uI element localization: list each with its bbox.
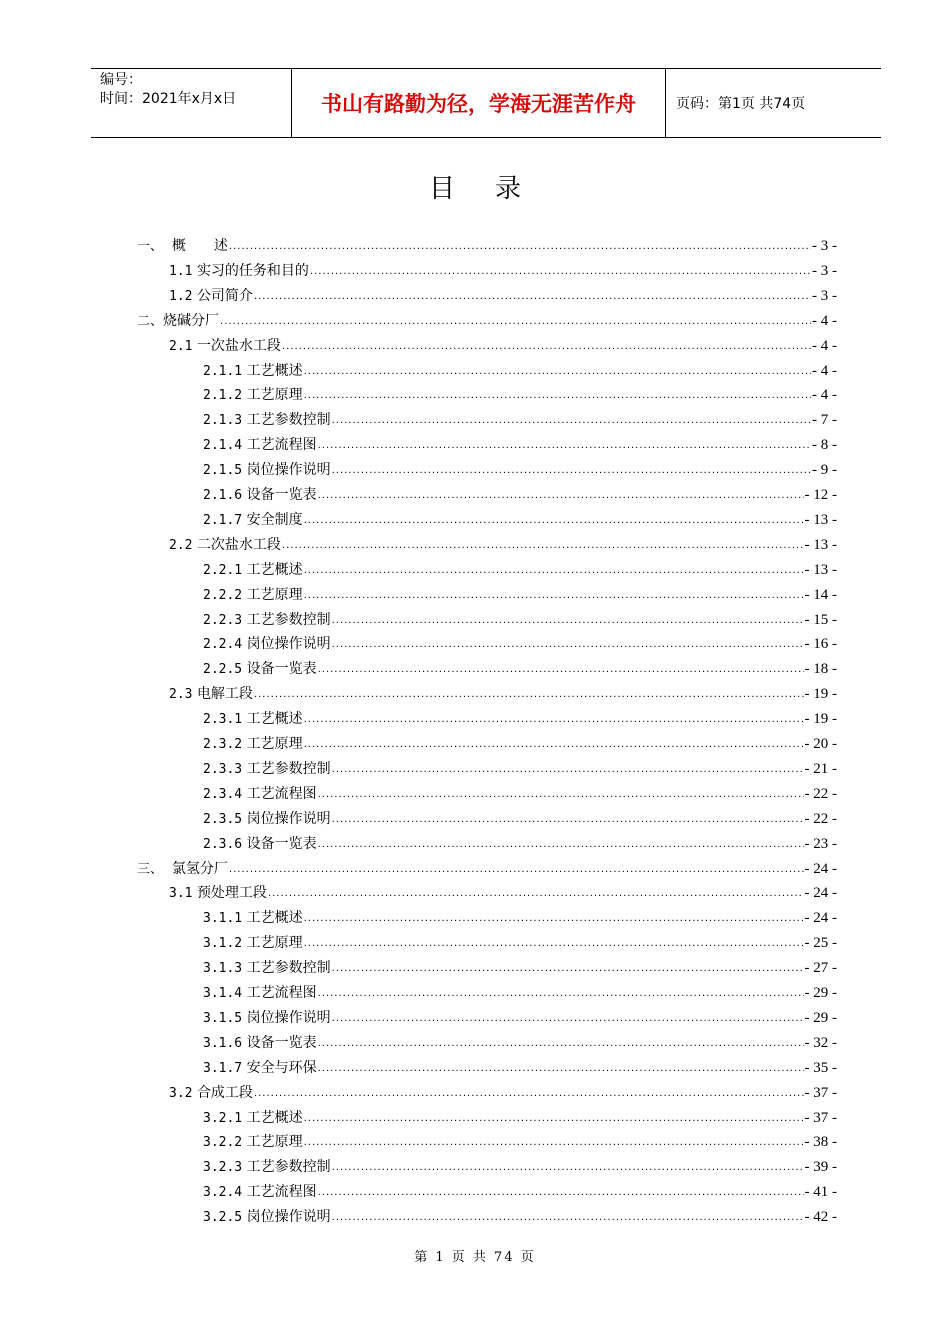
- toc-entry-text: 工艺参数控制: [246, 1159, 331, 1176]
- toc-entry-text: 公司简介: [196, 287, 253, 304]
- toc-leader-dots: [304, 1106, 804, 1131]
- toc-entry-label: [169, 284, 253, 309]
- toc-entry-number: 三、: [137, 861, 164, 877]
- toc-entry-text: 概 述: [171, 238, 228, 254]
- toc-entry-number: 1.2: [169, 288, 193, 304]
- toc-entry-number: 3.2.3: [203, 1160, 243, 1176]
- toc-entry-label: [203, 1106, 303, 1131]
- toc-entry-label: [203, 558, 303, 583]
- toc-entry-number: 2.1: [169, 338, 193, 354]
- toc-entry-page: - 19 -: [804, 711, 837, 728]
- toc-entry-number: 3.1.1: [203, 911, 243, 927]
- toc-entry-number: 3.2: [169, 1085, 193, 1101]
- toc-entry-number: 3.1.7: [203, 1060, 243, 1076]
- header-page-info: 页码：第1页 共74页: [676, 96, 806, 112]
- toc-entry-text: 岗位操作说明: [246, 1209, 331, 1226]
- toc-entry-page: - 22 -: [804, 810, 837, 827]
- toc-leader-dots: [318, 981, 804, 1006]
- toc-entry-label: [203, 707, 303, 732]
- toc-entry-page: - 19 -: [804, 686, 837, 703]
- toc-entry[interactable]: [203, 1180, 837, 1205]
- toc-leader-dots: [318, 1031, 804, 1056]
- toc-entry[interactable]: [169, 682, 837, 707]
- toc-entry-page: - 13 -: [804, 561, 837, 578]
- toc-entry[interactable]: [203, 359, 837, 384]
- toc-leader-dots: [332, 632, 804, 657]
- toc-entry-number: 2.3.2: [203, 737, 243, 752]
- toc-entry-text: 工艺参数控制: [246, 412, 331, 429]
- toc-entry-page: - 4 -: [812, 387, 837, 404]
- toc-entry[interactable]: [203, 1056, 837, 1081]
- toc-entry-page: - 13 -: [804, 511, 837, 528]
- toc-leader-dots: [304, 558, 804, 583]
- toc-entry-page: - 13 -: [804, 536, 837, 553]
- toc-entry-label: [169, 682, 253, 707]
- toc-entry-number: 2.1.2: [203, 388, 243, 404]
- toc-entry-number: 3.1: [169, 886, 193, 902]
- toc-entry-text: 工艺原理: [246, 1134, 303, 1151]
- toc-entry-label: [203, 632, 331, 657]
- toc-entry-label: [203, 732, 303, 757]
- toc-leader-dots: [254, 1081, 804, 1106]
- toc-leader-dots: [332, 807, 804, 832]
- toc-leader-dots: [304, 906, 804, 931]
- toc-entry-label: [203, 408, 331, 433]
- toc-entry-number: 2.3: [169, 687, 193, 703]
- toc-entry[interactable]: [169, 259, 837, 284]
- toc-leader-dots: [332, 956, 804, 981]
- toc-entry-page: - 37 -: [804, 1084, 837, 1101]
- toc-entry-page: - 16 -: [804, 636, 837, 653]
- toc-leader-dots: [310, 259, 811, 284]
- toc-entry[interactable]: [203, 757, 837, 782]
- toc-entry-number: 3.1.4: [203, 986, 243, 1001]
- toc-entry-label: [203, 1205, 331, 1230]
- toc-entry-page: - 29 -: [804, 1009, 837, 1026]
- toc-leader-dots: [304, 1130, 804, 1155]
- page-footer: 第 1 页 共 74 页: [414, 1250, 536, 1265]
- toc-entry-label: [203, 1155, 331, 1180]
- toc-entry-page: - 37 -: [804, 1109, 837, 1126]
- toc-entry-number: 3.1.5: [203, 1010, 243, 1026]
- toc-entry-number: 3.2.2: [203, 1135, 243, 1151]
- toc-leader-dots: [332, 757, 804, 782]
- toc-entry-text: 设备一览表: [246, 487, 317, 503]
- toc-entry[interactable]: [169, 284, 837, 309]
- toc-leader-dots: [254, 682, 804, 707]
- toc-entry-page: - 24 -: [804, 885, 837, 902]
- toc-entry-text: 实习的任务和目的: [196, 262, 309, 279]
- toc-entry-number: 2.3.3: [203, 761, 243, 777]
- toc-entry-page: - 32 -: [804, 1034, 837, 1051]
- time-label: 时间：2021年x月x日: [100, 91, 237, 107]
- toc-entry-label: [203, 981, 317, 1006]
- toc-leader-dots: [332, 1006, 804, 1031]
- toc-leader-dots: [220, 309, 811, 334]
- toc-entry[interactable]: [203, 707, 837, 732]
- toc-entry-text: 工艺概述: [246, 910, 303, 927]
- toc-entry-label: [203, 782, 317, 807]
- toc-entry-text: 岗位操作说明: [246, 810, 331, 827]
- toc-entry[interactable]: [137, 857, 837, 882]
- toc-entry[interactable]: [203, 832, 837, 857]
- page-header: [91, 68, 881, 138]
- toc-entry-label: [203, 956, 331, 981]
- toc-entry-text: 氯氢分厂: [171, 860, 228, 877]
- toc-entry-label: [203, 906, 303, 931]
- toc-entry[interactable]: [203, 508, 837, 533]
- toc-entry-page: - 4 -: [812, 337, 837, 354]
- toc-entry-label: [137, 309, 219, 334]
- toc-entry-label: [203, 1180, 317, 1205]
- toc-entry-page: - 20 -: [804, 736, 837, 752]
- toc-leader-dots: [304, 732, 804, 757]
- toc-entry-number: 3.2.5: [203, 1210, 243, 1226]
- toc-entry[interactable]: [203, 558, 837, 583]
- toc-entry[interactable]: [203, 956, 837, 981]
- toc-entry[interactable]: [203, 583, 837, 608]
- toc-entry-page: - 38 -: [804, 1134, 837, 1151]
- toc-entry-text: 工艺流程图: [246, 985, 317, 1001]
- toc-entry-label: [203, 832, 317, 857]
- toc-entry-text: 设备一览表: [246, 661, 317, 678]
- toc-entry-number: 3.1.2: [203, 936, 243, 952]
- toc-entry-page: - 4 -: [812, 362, 837, 379]
- toc-entry-page: - 35 -: [804, 1059, 837, 1076]
- toc-entry-page: - 27 -: [804, 960, 837, 977]
- toc-entry-page: - 29 -: [804, 985, 837, 1001]
- toc-entry-label: [203, 657, 317, 682]
- toc-entry-label: [169, 259, 309, 284]
- toc-entry-label: [203, 383, 303, 408]
- toc-entry-text: 岗位操作说明: [246, 1009, 331, 1026]
- toc-entry[interactable]: [203, 1155, 837, 1180]
- toc-entry-text: 一次盐水工段: [196, 337, 281, 354]
- toc-entry-number: 2.3.4: [203, 786, 243, 802]
- toc-entry-number: 3.2.1: [203, 1110, 243, 1126]
- toc-entry-number: 2.1.5: [203, 463, 243, 479]
- toc-entry-label: [203, 458, 331, 483]
- toc-entry-number: 3.1.3: [203, 961, 243, 977]
- toc-entry-text: 工艺概述: [246, 1109, 303, 1126]
- toc-entry[interactable]: [203, 433, 837, 458]
- toc-entry-number: 2.1.1: [203, 363, 243, 379]
- toc-entry[interactable]: [203, 782, 837, 807]
- toc-entry[interactable]: [203, 981, 837, 1006]
- toc-entry-text: 设备一览表: [246, 1034, 317, 1051]
- toc-entry-page: - 7 -: [812, 412, 837, 429]
- toc-entry-number: 2.3.6: [203, 836, 243, 852]
- toc-entry-text: 岗位操作说明: [246, 462, 331, 479]
- toc-entry-label: [203, 359, 303, 384]
- toc-entry-label: [203, 807, 331, 832]
- toc-entry[interactable]: [203, 483, 837, 508]
- toc-entry-page: - 24 -: [804, 860, 837, 877]
- toc-entry-page: - 12 -: [804, 487, 837, 503]
- toc-entry-number: 2.3.5: [203, 811, 243, 827]
- toc-entry[interactable]: [203, 1205, 837, 1230]
- toc-entry-page: - 8 -: [812, 437, 837, 454]
- toc-leader-dots: [268, 881, 804, 906]
- toc-entry-text: 烧碱分厂: [163, 312, 220, 329]
- toc-entry[interactable]: [169, 1081, 837, 1106]
- toc-leader-dots: [304, 359, 811, 384]
- toc-entry[interactable]: [203, 807, 837, 832]
- toc-leader-dots: [229, 234, 811, 259]
- toc-entry-label: [169, 1081, 253, 1106]
- toc-entry-text: 工艺流程图: [246, 437, 317, 454]
- toc-entry-text: 工艺原理: [246, 736, 303, 752]
- toc-entry-number: 2.2.3: [203, 612, 243, 628]
- toc-entry-label: [137, 234, 228, 259]
- toc-leader-dots: [282, 334, 811, 359]
- toc-entry[interactable]: [203, 906, 837, 931]
- toc-entry-page: - 15 -: [804, 611, 837, 628]
- toc-entry-page: - 4 -: [812, 312, 837, 329]
- toc-entry-text: 工艺原理: [246, 586, 303, 603]
- toc-entry[interactable]: [203, 732, 837, 757]
- toc-entry-text: 工艺流程图: [246, 785, 317, 802]
- toc-entry-label: [203, 757, 331, 782]
- toc-entry[interactable]: [203, 1031, 837, 1056]
- toc-leader-dots: [304, 583, 804, 608]
- toc-entry[interactable]: [137, 234, 837, 259]
- toc-entry-page: - 42 -: [804, 1209, 837, 1226]
- toc-entry-page: - 21 -: [804, 760, 837, 777]
- toc-entry[interactable]: [169, 334, 837, 359]
- toc-entry-text: 岗位操作说明: [246, 636, 331, 653]
- toc-entry-label: [169, 334, 281, 359]
- toc-entry-text: 工艺概述: [246, 561, 303, 578]
- toc-entry-number: 2.2: [169, 537, 193, 553]
- toc-entry-text: 工艺原理: [246, 935, 303, 952]
- toc-entry[interactable]: [203, 608, 837, 633]
- toc-leader-dots: [304, 707, 804, 732]
- toc-leader-dots: [229, 857, 804, 882]
- toc-entry-text: 工艺流程图: [246, 1184, 317, 1201]
- toc-entry-label: [169, 533, 281, 558]
- toc-entry-number: 一、: [137, 239, 164, 254]
- toc-leader-dots: [318, 782, 804, 807]
- toc-entry[interactable]: [203, 383, 837, 408]
- toc-leader-dots: [332, 1155, 804, 1180]
- toc-entry-label: [203, 1130, 303, 1155]
- toc-entry-label: [203, 1031, 317, 1056]
- toc-entry[interactable]: [169, 533, 837, 558]
- toc-entry-page: - 39 -: [804, 1159, 837, 1176]
- toc-entry-text: 工艺原理: [246, 387, 303, 404]
- toc-entry-text: 工艺概述: [246, 362, 303, 379]
- toc-leader-dots: [304, 508, 804, 533]
- toc-entry-number: 二、: [137, 313, 164, 329]
- toc-entry-label: [203, 508, 303, 533]
- toc-entry-label: [203, 433, 317, 458]
- toc-entry-label: [203, 931, 303, 956]
- toc-entry-label: [137, 857, 228, 882]
- toc-entry-page: - 23 -: [804, 835, 837, 852]
- toc-entry[interactable]: [137, 309, 837, 334]
- toc-entry[interactable]: [203, 408, 837, 433]
- toc-entry-number: 2.1.4: [203, 438, 243, 454]
- toc-leader-dots: [332, 1205, 804, 1230]
- toc-entry-page: - 9 -: [812, 462, 837, 479]
- toc-entry-page: - 3 -: [812, 262, 837, 279]
- toc-entry-number: 2.1.7: [203, 512, 243, 528]
- toc-leader-dots: [282, 533, 804, 558]
- toc-entry-number: 2.3.1: [203, 712, 243, 728]
- toc-entry-page: - 18 -: [804, 661, 837, 678]
- toc-entry-text: 合成工段: [196, 1084, 253, 1101]
- toc-leader-dots: [318, 832, 804, 857]
- toc-entry-number: 1.1: [169, 263, 193, 279]
- toc-entry-page: - 24 -: [804, 910, 837, 927]
- toc-entry-page: - 25 -: [804, 935, 837, 952]
- toc-entry[interactable]: [203, 632, 837, 657]
- toc-entry-page: - 3 -: [812, 287, 837, 304]
- toc-leader-dots: [318, 657, 804, 682]
- toc-entry-label: [203, 1006, 331, 1031]
- toc-entry[interactable]: [203, 1130, 837, 1155]
- toc-entry-label: [203, 483, 317, 508]
- toc-leader-dots: [318, 1056, 804, 1081]
- toc-entry-label: [203, 608, 331, 633]
- toc-entry-number: 2.1.6: [203, 488, 243, 503]
- toc-entry-number: 2.1.3: [203, 413, 243, 429]
- toc-entry-page: - 41 -: [804, 1184, 837, 1201]
- number-label: 编号：: [100, 72, 142, 88]
- toc-leader-dots: [318, 433, 811, 458]
- toc-entry-text: 电解工段: [196, 686, 253, 703]
- header-motto: 书山有路勤为径，学海无涯苦作舟: [292, 69, 666, 137]
- toc-entry-text: 安全与环保: [246, 1059, 317, 1076]
- toc-entry-page: - 3 -: [812, 238, 837, 254]
- toc-leader-dots: [332, 608, 804, 633]
- toc-entry-text: 工艺参数控制: [246, 611, 331, 628]
- toc-entry-text: 预处理工段: [196, 885, 267, 902]
- toc-entry-label: [203, 583, 303, 608]
- toc-entry[interactable]: [203, 931, 837, 956]
- header-meta: [91, 69, 292, 137]
- toc-entry-text: 安全制度: [246, 511, 303, 528]
- toc-entry-text: 工艺参数控制: [246, 760, 331, 777]
- toc-leader-dots: [332, 408, 811, 433]
- toc-entry-text: 工艺参数控制: [246, 960, 331, 977]
- toc-entry[interactable]: [203, 1106, 837, 1131]
- toc-entry-number: 3.2.4: [203, 1185, 243, 1201]
- toc-entry-page: - 22 -: [804, 785, 837, 802]
- toc-entry-text: 工艺概述: [246, 711, 303, 728]
- toc-entry[interactable]: [203, 657, 837, 682]
- toc-entry-label: [169, 881, 267, 906]
- toc-entry-label: [203, 1056, 317, 1081]
- toc-leader-dots: [318, 483, 804, 508]
- toc-entry-number: 2.2.2: [203, 587, 243, 603]
- toc-entry[interactable]: [203, 1006, 837, 1031]
- toc-leader-dots: [304, 383, 811, 408]
- toc-entry-text: 二次盐水工段: [196, 536, 281, 553]
- toc-entry-page: - 14 -: [804, 586, 837, 603]
- toc-leader-dots: [332, 458, 811, 483]
- toc-leader-dots: [318, 1180, 804, 1205]
- document-title: 目录: [428, 174, 561, 204]
- toc-entry-number: 2.2.1: [203, 562, 243, 578]
- toc-entry[interactable]: [169, 881, 837, 906]
- toc-entry-text: 设备一览表: [246, 835, 317, 852]
- toc-entry-number: 2.2.5: [203, 662, 243, 678]
- toc-entry-number: 2.2.4: [203, 637, 243, 653]
- toc-leader-dots: [304, 931, 804, 956]
- toc-leader-dots: [254, 284, 811, 309]
- toc-entry-number: 3.1.6: [203, 1035, 243, 1051]
- toc-entry[interactable]: [203, 458, 837, 483]
